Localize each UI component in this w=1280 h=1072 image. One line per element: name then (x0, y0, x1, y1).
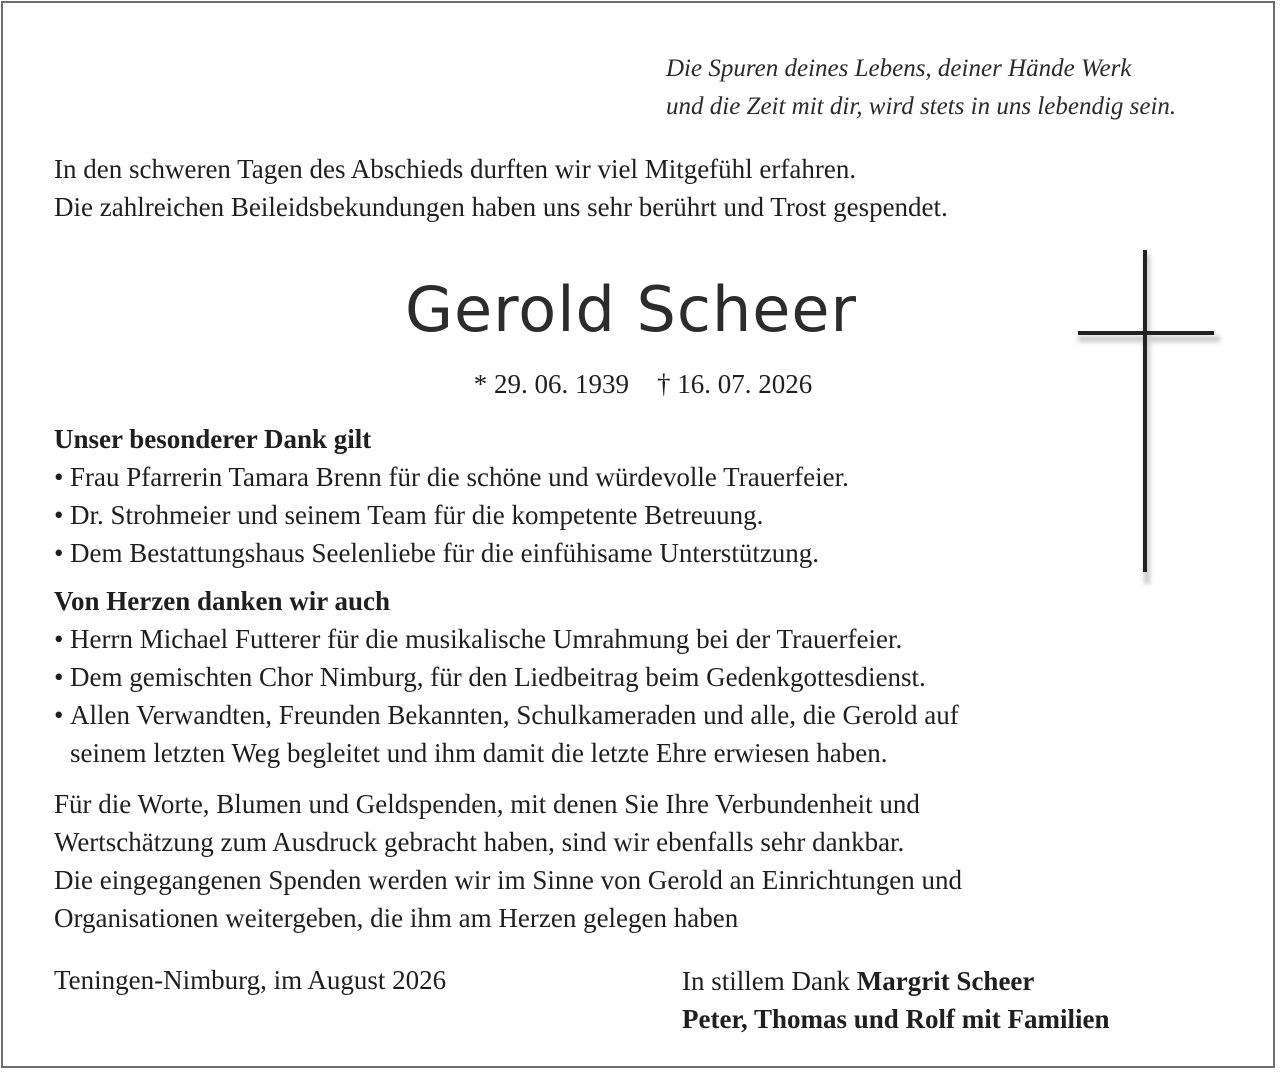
closing-paragraph (54, 785, 962, 937)
intro-line-1: In den schweren Tagen des Abschieds durften wir viel Mitgefühl erfahren. (54, 154, 857, 184)
deceased-name: Gerold Scheer (404, 273, 858, 346)
closing-line: Wertschätzung zum Ausdruck gebracht haben, sind wir ebenfalls sehr dankbar. (54, 827, 905, 857)
signature-name: Margrit Scheer (856, 966, 1035, 996)
list-item-text: Dem Bestattungshaus Seelenliebe für die einfühisame Unterstützung. (70, 538, 820, 568)
special-thanks-section (54, 420, 849, 572)
motto-line-2: und die Zeit mit dir, wird stets in uns lebendig sein. (666, 93, 1177, 120)
bullet-icon: • (54, 462, 64, 492)
list-item (54, 620, 959, 658)
signature-line-1 (682, 962, 1110, 1000)
list-item-text: Frau Pfarrerin Tamara Brenn für die schöne und würdevolle Trauerfeier. (70, 462, 849, 492)
place-date: Teningen-Nimburg, im August 2026 (54, 965, 447, 995)
heart-thanks-heading: Von Herzen danken wir auch (54, 586, 391, 616)
list-item (54, 534, 849, 572)
motto-line-1: Die Spuren deines Lebens, deiner Hände Werk (666, 55, 1132, 82)
signature-line-2: Peter, Thomas und Rolf mit Familien (682, 1004, 1110, 1034)
cross-icon (1070, 246, 1230, 586)
list-item (54, 696, 959, 734)
bullet-icon: • (54, 624, 64, 654)
heart-thanks-section (54, 582, 959, 772)
list-item-continuation: seinem letzten Weg begleitet und ihm damit die letzte Ehre erwiesen haben. (70, 738, 888, 768)
special-thanks-heading: Unser besonderer Dank gilt (54, 424, 372, 454)
list-item-text: Dr. Strohmeier und seinem Team für die kompetente Betreuung. (70, 500, 764, 530)
death-date: † 16. 07. 2026 (657, 369, 813, 399)
motto-verse (666, 50, 1176, 126)
list-item (54, 458, 849, 496)
list-item (54, 658, 959, 696)
intro-line-2: Die zahlreichen Beileidsbekundungen haben uns sehr berührt und Trost gespendet. (54, 192, 948, 222)
closing-line: Die eingegangenen Spenden werden wir im Sinne von Gerold an Einrichtungen und (54, 865, 963, 895)
list-item (54, 496, 849, 534)
bullet-icon: • (54, 538, 64, 568)
bullet-icon: • (54, 500, 64, 530)
bullet-icon: • (54, 662, 64, 692)
list-item-text: Allen Verwandten, Freunden Bekannten, Schulkameraden und alle, die Gerold auf (70, 700, 959, 730)
signature-prefix: In stillem Dank (682, 966, 857, 996)
closing-line: Organisationen weitergeben, die ihm am Herzen gelegen haben (54, 903, 739, 933)
list-item-text: Herrn Michael Futterer für die musikalische Umrahmung bei der Trauerfeier. (70, 624, 903, 654)
signature (682, 962, 1110, 1038)
intro-text (54, 150, 948, 226)
closing-line: Für die Worte, Blumen und Geldspenden, mit denen Sie Ihre Verbundenheit und (54, 789, 920, 819)
list-item-text: Dem gemischten Chor Nimburg, für den Liedbeitrag beim Gedenkgottesdienst. (70, 662, 926, 692)
birth-date: * 29. 06. 1939 (473, 369, 629, 399)
bullet-icon: • (54, 700, 64, 730)
